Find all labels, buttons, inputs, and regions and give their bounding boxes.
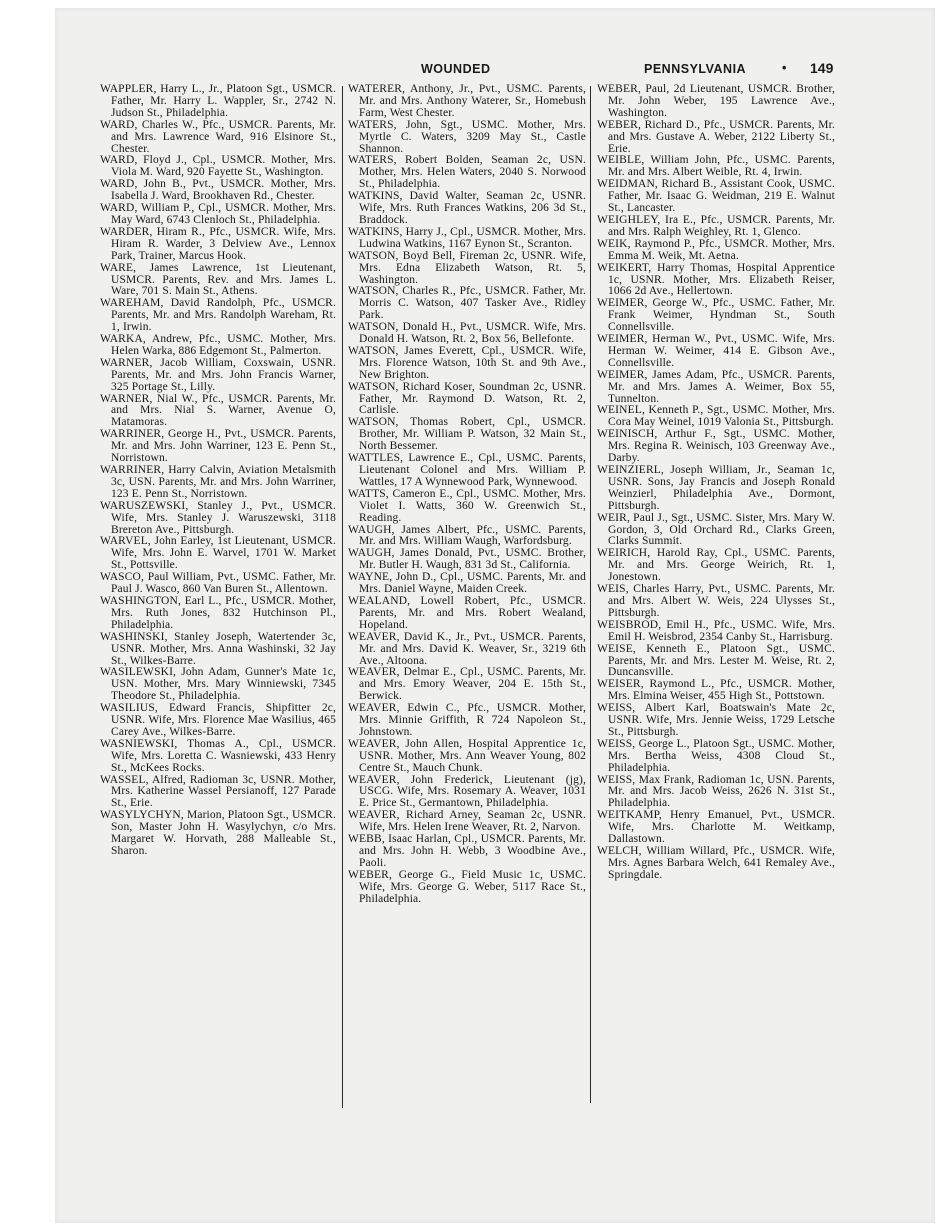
list-item: WEALAND, Lowell Robert, Pfc., USMCR. Parents, Mr. and Mrs. Robert Wealand, Hopeland. — [348, 594, 586, 631]
list-item: WEISS, George L., Platoon Sgt., USMC. Mother, Mrs. Bertha Weiss, 4308 Cloud St., Philadelphia. — [597, 737, 835, 774]
list-item: WEITKAMP, Henry Emanuel, Pvt., USMCR. Wife, Mrs. Charlotte M. Weitkamp, Dallastown. — [597, 809, 835, 846]
list-item: WATSON, Donald H., Pvt., USMCR. Wife, Mrs. Donald H. Watson, Rt. 2, Box 56, Bellefonte. — [348, 321, 586, 346]
list-item: WARVEL, John Earley, 1st Lieutenant, USMCR. Wife, Mrs. John E. Warvel, 1701 W. Market St., Pottsville. — [100, 535, 336, 572]
column-divider — [590, 86, 591, 1103]
list-item: WEISS, Max Frank, Radioman 1c, USN. Parents, Mr. and Mrs. Jacob Weiss, 2626 N. 31st St., Philadelphia. — [597, 773, 835, 810]
list-item: WAREHAM, David Randolph, Pfc., USMCR. Parents, Mr. and Mrs. Randolph Wareham, Rt. 1, Irwin. — [100, 297, 336, 334]
list-item: WEBB, Isaac Harlan, Cpl., USMCR. Parents, Mr. and Mrs. John H. Webb, 3 Woodbine Ave., Paoli. — [348, 833, 586, 869]
list-item: WEINZIERL, Joseph William, Jr., Seaman 1c, USNR. Sons, Jay Francis and Joseph Ronald Weinzierl, Philadelphia Ave., Dormont, Pittsburgh. — [597, 464, 835, 512]
list-item: WARNER, Jacob William, Coxswain, USNR. Parents, Mr. and Mrs. John Francis Warner, 325 Portage St., Lilly. — [100, 356, 336, 393]
list-item: WATKINS, David Walter, Seaman 2c, USNR. Wife, Mrs. Ruth Frances Watkins, 206 3d St., Braddock. — [348, 190, 586, 226]
list-item: WARD, John B., Pvt., USMCR. Mother, Mrs. Isabella J. Ward, Brookhaven Rd., Chester. — [100, 178, 336, 203]
list-item: WAPPLER, Harry L., Jr., Platoon Sgt., USMCR. Father, Mr. Harry L. Wappler, Sr., 2742 N. Judson St., Philadelphia. — [100, 83, 336, 119]
list-item: WASSEL, Alfred, Radioman 3c, USNR. Mother, Mrs. Katherine Wassel Persianoff, 127 Parade St., Erie. — [100, 773, 336, 810]
column-divider — [342, 86, 343, 1108]
list-item: WEBER, Richard D., Pfc., USMCR. Parents, Mr. and Mrs. Gustave A. Weber, 2122 Liberty St., Erie. — [597, 118, 835, 155]
list-item: WARNER, Nial W., Pfc., USMCR. Parents, Mr. and Mrs. Nial S. Warner, Avenue O, Matamoras. — [100, 392, 336, 429]
list-item: WARE, James Lawrence, 1st Lieutenant, USMCR. Parents, Rev. and Mrs. James L. Ware, 701 S. Main St., Athens. — [100, 261, 336, 298]
list-item: WATERS, Robert Bolden, Seaman 2c, USN. Mother, Mrs. Helen Waters, 2040 S. Norwood St., Philadelphia. — [348, 154, 586, 191]
list-item: WASHINSKI, Stanley Joseph, Watertender 3c, USNR. Mother, Mrs. Anna Washinski, 32 Jay St., Wilkes-Barre. — [100, 630, 336, 667]
list-item: WASCO, Paul William, Pvt., USMC. Father, Mr. Paul J. Wasco, 860 Van Buren St., Allentown. — [100, 571, 336, 596]
list-item: WEISBROD, Emil H., Pfc., USMC. Wife, Mrs. Emil H. Weisbrod, 2354 Canby St., Harrisburg. — [597, 618, 835, 643]
list-item: WEAVER, Delmar E., Cpl., USMC. Parents, Mr. and Mrs. Emory Weaver, 204 E. 15th St., Berwick. — [348, 666, 586, 703]
list-item: WATERER, Anthony, Jr., Pvt., USMC. Parents, Mr. and Mrs. Anthony Waterer, Sr., Homebush Farm, West Chester. — [348, 83, 586, 119]
list-item: WEIMER, George W., Pfc., USMC. Father, Mr. Frank Weimer, Hyndman St., South Connellsville. — [597, 297, 835, 334]
list-item: WEAVER, Edwin C., Pfc., USMCR. Mother, Mrs. Minnie Griffith, R 724 Napoleon St., Johnstown. — [348, 702, 586, 738]
page-header — [0, 62, 944, 82]
column-2 — [348, 84, 586, 906]
list-item: WARRINER, George H., Pvt., USMCR. Parents, Mr. and Mrs. John Warriner, 123 E. Penn St., Norristown. — [100, 428, 336, 465]
list-item: WEIMER, James Adam, Pfc., USMCR. Parents, Mr. and Mrs. James A. Weimer, Box 55, Tunnelton. — [597, 368, 835, 405]
column-3 — [597, 84, 835, 882]
list-item: WASNIEWSKI, Thomas A., Cpl., USMCR. Wife, Mrs. Loretta C. Wasniewski, 433 Henry St., McKees Rocks. — [100, 737, 336, 774]
list-item: WEBER, Paul, 2d Lieutenant, USMCR. Brother, Mr. John Weber, 195 Lawrence Ave., Washington. — [597, 83, 835, 119]
list-item: WEIGHLEY, Ira E., Pfc., USMCR. Parents, Mr. and Mrs. Ralph Weighley, Rt. 1, Glenco. — [597, 213, 835, 238]
list-item: WARD, Floyd J., Cpl., USMCR. Mother, Mrs. Viola M. Ward, 920 Fayette St., Washington. — [100, 154, 336, 179]
list-item: WARUSZEWSKI, Stanley J., Pvt., USMCR. Wife, Mrs. Stanley J. Waruszewski, 3118 Brereton Ave., Pittsburgh. — [100, 499, 336, 536]
list-item: WEISS, Albert Karl, Boatswain's Mate 2c, USNR. Wife, Mrs. Jennie Weiss, 1729 Letsche St., Pittsburgh. — [597, 702, 835, 738]
list-item: WATSON, Boyd Bell, Fireman 2c, USNR. Wife, Mrs. Edna Elizabeth Watson, Rt. 5, Washington. — [348, 249, 586, 286]
column-1 — [100, 84, 336, 858]
list-item: WATTLES, Lawrence E., Cpl., USMC. Parents, Lieutenant Colonel and Mrs. William P. Wattles, 17 A Wynnewood Park, Wynnewood. — [348, 452, 586, 488]
list-item: WARRINER, Harry Calvin, Aviation Metalsmith 3c, USN. Parents, Mr. and Mrs. John Warriner, 123 E. Penn St., Norristown. — [100, 464, 336, 500]
list-item: WELCH, William Willard, Pfc., USMCR. Wife, Mrs. Agnes Barbara Welch, 641 Remaley Ave., Springdale. — [597, 845, 835, 881]
list-item: WATKINS, Harry J., Cpl., USMCR. Mother, Mrs. Ludwina Watkins, 1167 Eynon St., Scranton. — [348, 225, 586, 250]
list-item: WARD, William P., Cpl., USMCR. Mother, Mrs. May Ward, 6743 Clenloch St., Philadelphia. — [100, 202, 336, 226]
list-item: WEAVER, John Allen, Hospital Apprentice 1c, USNR. Mother, Mrs. Ann Weaver Young, 802 Centre St., Mauch Chunk. — [348, 737, 586, 774]
list-item: WATSON, Thomas Robert, Cpl., USMCR. Brother, Mr. William P. Watson, 32 Main St., North Bessemer. — [348, 416, 586, 453]
list-item: WEIKERT, Harry Thomas, Hospital Apprentice 1c, USNR. Mother, Mrs. Elizabeth Reiser, 1066 2d Ave., Hellertown. — [597, 261, 835, 298]
list-item: WEAVER, David K., Jr., Pvt., USMCR. Parents, Mr. and Mrs. David K. Weaver, Sr., 3219 6th Ave., Altoona. — [348, 630, 586, 667]
list-item: WEIK, Raymond P., Pfc., USMCR. Mother, Mrs. Emma M. Weik, Mt. Aetna. — [597, 237, 835, 262]
list-item: WASILIUS, Edward Francis, Shipfitter 2c, USNR. Wife, Mrs. Florence Mae Wasilius, 465 Carey Ave., Wilkes-Barre. — [100, 702, 336, 738]
list-item: WEAVER, John Frederick, Lieutenant (jg), USCG. Wife, Mrs. Rosemary A. Weaver, 1031 E. Price St., Germantown, Philadelphia. — [348, 773, 586, 810]
list-item: WEIRICH, Harold Ray, Cpl., USMC. Parents, Mr. and Mrs. George Weirich, Rt. 1, Jonestown. — [597, 547, 835, 584]
header-bullet: • — [782, 61, 787, 75]
list-item: WEINEL, Kenneth P., Sgt., USMC. Mother, Mrs. Cora May Weinel, 1019 Valonia St., Pittsburgh. — [597, 404, 835, 429]
page-number: 149 — [810, 60, 834, 76]
list-item: WEAVER, Richard Arney, Seaman 2c, USNR. Wife, Mrs. Helen Irene Weaver, Rt. 2, Narvon. — [348, 809, 586, 834]
list-item: WAYNE, John D., Cpl., USMC. Parents, Mr. and Mrs. Daniel Wayne, Maiden Creek. — [348, 571, 586, 596]
list-item: WARKA, Andrew, Pfc., USMC. Mother, Mrs. Helen Warka, 886 Edgemont St., Palmerton. — [100, 333, 336, 357]
list-item: WEISER, Raymond L., Pfc., USMCR. Mother, Mrs. Elmina Weiser, 455 High St., Pottstown. — [597, 678, 835, 703]
list-item: WATSON, Charles R., Pfc., USMCR. Father, Mr. Morris C. Watson, 407 Tasker Ave., Ridley Park. — [348, 285, 586, 322]
list-item: WEIDMAN, Richard B., Assistant Cook, USMC. Father, Mr. Isaac G. Weidman, 219 E. Walnut St., Lancaster. — [597, 178, 835, 215]
list-item: WEIBLE, William John, Pfc., USMC. Parents, Mr. and Mrs. Albert Weible, Rt. 4, Irwin. — [597, 154, 835, 179]
list-item: WATSON, James Everett, Cpl., USMCR. Wife, Mrs. Florence Watson, 10th St. and 9th Ave., New Brighton. — [348, 344, 586, 381]
list-item: WAUGH, James Albert, Pfc., USMC. Parents, Mr. and Mrs. William Waugh, Warfordsburg. — [348, 523, 586, 548]
list-item: WARD, Charles W., Pfc., USMCR. Parents, Mr. and Mrs. Lawrence Ward, 916 Elsinore St., Chester. — [100, 118, 336, 155]
list-item: WEINISCH, Arthur F., Sgt., USMC. Mother, Mrs. Regina R. Weinisch, 103 Greenway Ave., Darby. — [597, 428, 835, 465]
list-item: WARDER, Hiram R., Pfc., USMCR. Wife, Mrs. Hiram R. Warder, 3 Delview Ave., Lennox Park, Trainer, Marcus Hook. — [100, 225, 336, 262]
list-item: WEISE, Kenneth E., Platoon Sgt., USMC. Parents, Mr. and Mrs. Lester M. Weise, Rt. 2, Duncansville. — [597, 642, 835, 679]
list-item: WEIS, Charles Harry, Pvt., USMC. Parents, Mr. and Mrs. Albert W. Weis, 224 Ulysses St., Pittsburgh. — [597, 583, 835, 619]
state-title: PENNSYLVANIA — [644, 62, 747, 76]
list-item: WEIR, Paul J., Sgt., USMC. Sister, Mrs. Mary W. Gordon, 3, Old Orchard Rd., Clarks Green, Clarks Summit. — [597, 511, 835, 548]
list-item: WASHINGTON, Earl L., Pfc., USMCR. Mother, Mrs. Ruth Jones, 832 Hutchinson Pl., Philadelphia. — [100, 594, 336, 631]
list-item: WEIMER, Herman W., Pvt., USMC. Wife, Mrs. Herman W. Weimer, 414 E. Gibson Ave., Connellsville. — [597, 333, 835, 369]
list-item: WASYLYCHYN, Marion, Platoon Sgt., USMCR. Son, Master John H. Wasylychyn, c/o Mrs. Margaret W. Horvath, 288 Malleable St., Sharon. — [100, 809, 336, 857]
list-item: WASILEWSKI, John Adam, Gunner's Mate 1c, USN. Mother, Mrs. Mary Winniewski, 7345 Theodore St., Philadelphia. — [100, 666, 336, 703]
list-item: WATTS, Cameron E., Cpl., USMC. Mother, Mrs. Violet I. Watts, 360 W. Greenwich St., Reading. — [348, 487, 586, 524]
list-item: WATSON, Richard Koser, Soundman 2c, USNR. Father, Mr. Raymond D. Watson, Rt. 2, Carlisle. — [348, 380, 586, 417]
list-item: WEBER, George G., Field Music 1c, USMC. Wife, Mrs. George G. Weber, 5117 Race St., Philadelphia. — [348, 868, 586, 905]
list-item: WATERS, John, Sgt., USMC. Mother, Mrs. Myrtle C. Waters, 3209 May St., Castle Shannon. — [348, 118, 586, 155]
list-item: WAUGH, James Donald, Pvt., USMC. Brother, Mr. Butler H. Waugh, 831 3d St., California. — [348, 547, 586, 572]
section-title: WOUNDED — [421, 62, 491, 76]
